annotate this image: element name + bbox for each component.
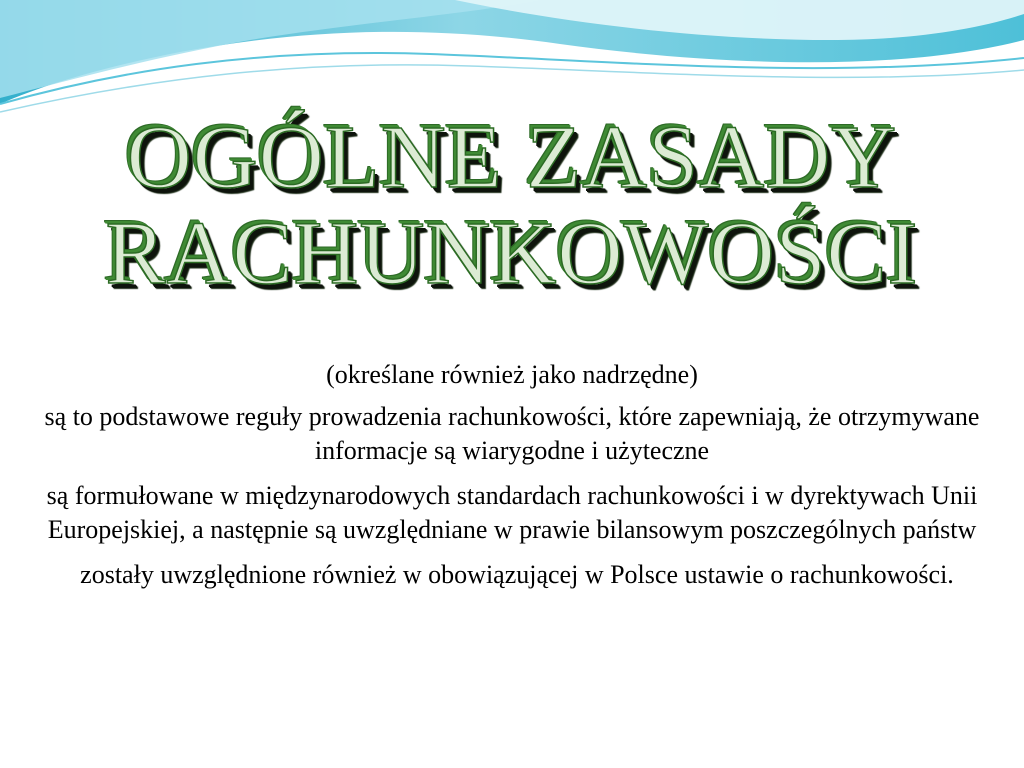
paragraph-polish-law: zostały uwzględnione również w obowiązującej w Polsce ustawie o rachunkowości. xyxy=(80,560,954,589)
title-line-2: RACHUNKOWOŚCI xyxy=(105,204,919,303)
paragraph-standards: są formułowane w międzynarodowych standardach rachunkowości i w dyrektywach Unii Europejskiej, a następnie są uwzględniane w prawie bilansowym poszczególnych państw xyxy=(46,481,978,544)
title-line-1: OGÓLNE ZASADY xyxy=(126,108,898,207)
subtitle: (określane również jako nadrzędne) xyxy=(326,360,698,389)
slide-body xyxy=(30,358,994,592)
paragraph-definition: są to podstawowe reguły prowadzenia rachunkowości, które zapewniają, że otrzymywane informacje są wiarygodne i użyteczne xyxy=(44,402,980,465)
wave-line-2 xyxy=(0,65,1024,112)
slide-title xyxy=(0,110,1024,302)
